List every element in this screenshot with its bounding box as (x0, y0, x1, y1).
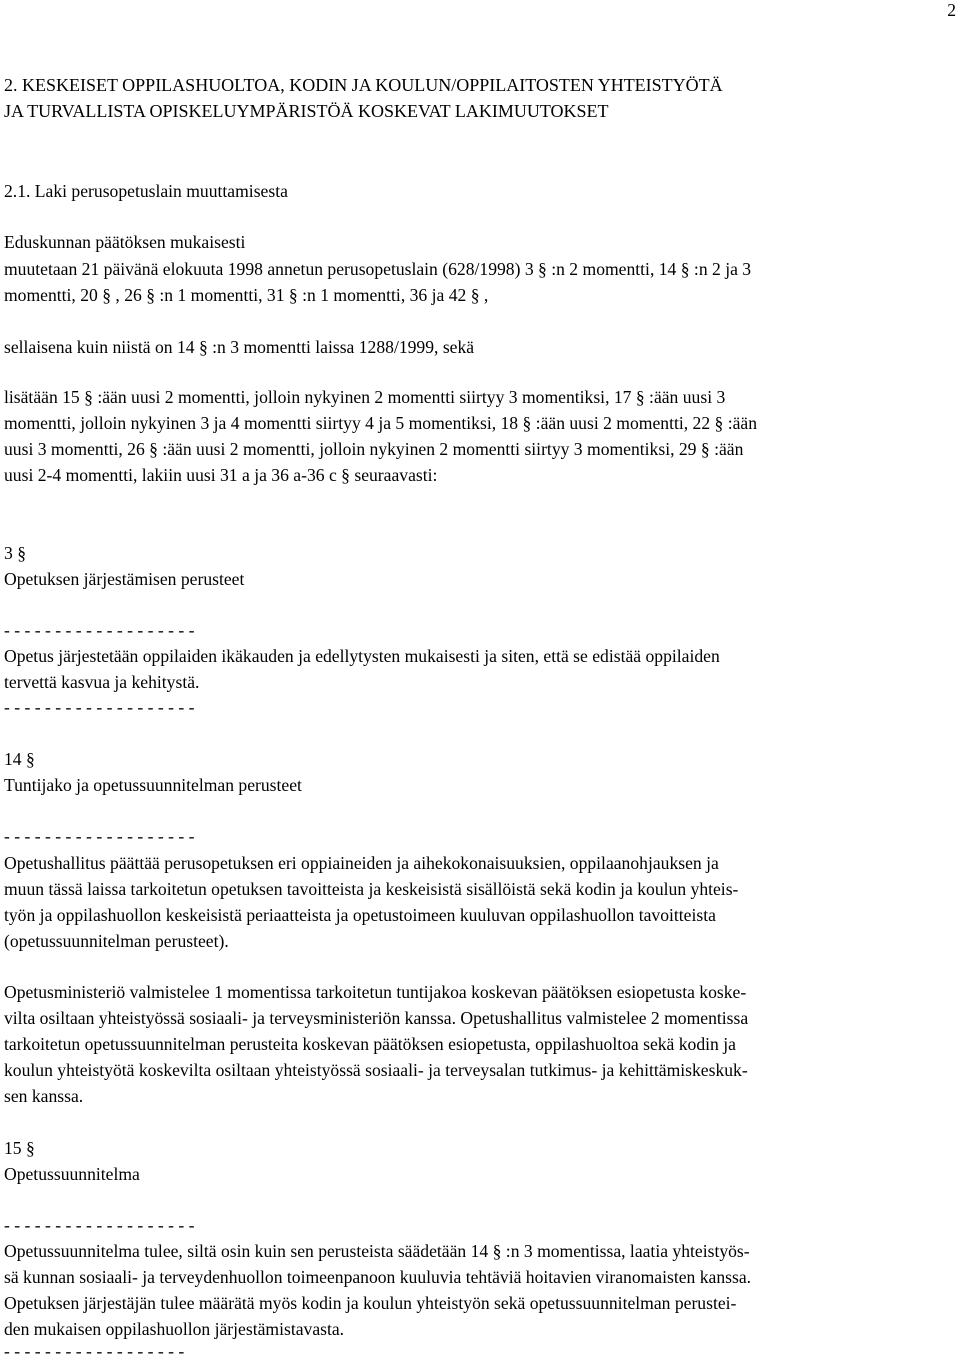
intro-line-7: uusi 3 momentti, 26 § :ään uusi 2 momentti, jolloin nykyinen 2 momentti siirtyy 3 momentiksi, 29 § :ään (4, 439, 744, 459)
section-15-line-2: sä kunnan sosiaali- ja terveydenhuollon toimeenpanoon kuuluvia tehtäviä hoitavien viranomaisten kanssa. (4, 1267, 752, 1287)
section-3-number: 3 § (4, 543, 26, 563)
page-number: 2 (947, 0, 956, 20)
section-15-line-3: Opetuksen järjestäjän tulee määrätä myös kodin ja koulun yhteistyön sekä opetussuunnitelman perustei- (4, 1293, 737, 1313)
intro-line-3: momentti, 20 § , 26 § :n 1 momentti, 31 § :n 1 momentti, 36 ja 42 § , (4, 285, 489, 305)
intro-line-8: uusi 2-4 momentti, lakiin uusi 31 a ja 36 a-36 c § seuraavasti: (4, 465, 438, 485)
section-14-title: Tuntijako ja opetussuunnitelman perusteet (4, 775, 302, 795)
heading-line-2: JA TURVALLISTA OPISKELUYMPÄRISTÖÄ KOSKEVAT LAKIMUUTOKSET (4, 101, 609, 121)
section-14-p2-line-3: tarkoitetun opetussuunnitelman perusteita koskevan päätöksen esiopetusta, oppilashuoltoa sekä kodin ja (4, 1034, 736, 1054)
section-15-dashes-2: - - - - - - - - - - - - - - - - - - (4, 1341, 185, 1361)
intro-line-1: Eduskunnan päätöksen mukaisesti (4, 232, 246, 252)
heading-line-1: 2. KESKEISET OPPILASHUOLTOA, KODIN JA KOULUN/OPPILAITOSTEN YHTEISTYÖTÄ (4, 75, 723, 95)
document-page (4, 0, 956, 1361)
section-14-p1-line-4: (opetussuunnitelman perusteet). (4, 931, 229, 951)
section-14-p1-line-1: Opetushallitus päättää perusopetuksen eri oppiaineiden ja aihekokonaisuuksien, oppilaanohjauksen ja (4, 853, 719, 873)
section-14-number: 14 § (4, 749, 35, 769)
section-14-p1-line-2: muun tässä laissa tarkoitetun opetuksen tavoitteista ja keskeisistä sisällöistä sekä kodin ja koulun yhteis- (4, 879, 739, 899)
section-3-dashes-2: - - - - - - - - - - - - - - - - - - - (4, 697, 195, 717)
section-14-p2-line-2: vilta osiltaan yhteistyössä sosiaali- ja terveysministeriön kanssa. Opetushallitus valmistelee 2 momentissa (4, 1008, 749, 1028)
intro-line-2: muutetaan 21 päivänä elokuuta 1998 annetun perusopetuslain (628/1998) 3 § :n 2 momentti, 14 § :n 2 ja 3 (4, 259, 752, 279)
intro-line-5: lisätään 15 § :ään uusi 2 momentti, jolloin nykyinen 2 momentti siirtyy 3 momentiksi, 17 § :ään uusi 3 (4, 387, 726, 407)
section-3-text-1: Opetus järjestetään oppilaiden ikäkauden ja edellytysten mukaisesti ja siten, että se edistää oppilaiden (4, 646, 720, 666)
section-15-line-4: den mukaisen oppilashuollon järjestämistavasta. (4, 1319, 345, 1339)
section-14-p2-line-4: koulun yhteistyötä koskevilta osiltaan yhteistyössä sosiaali- ja terveysalan tutkimus- ja kehittämiskeskuk- (4, 1060, 748, 1080)
section-14-p2-line-5: sen kanssa. (4, 1086, 84, 1106)
section-3-title: Opetuksen järjestämisen perusteet (4, 569, 245, 589)
intro-line-6: momentti, jolloin nykyinen 3 ja 4 momentti siirtyy 4 ja 5 momentiksi, 18 § :ään uusi 2 momentti, 22 § :ään (4, 413, 758, 433)
section-15-title: Opetussuunnitelma (4, 1164, 140, 1184)
section-3-dashes-1: - - - - - - - - - - - - - - - - - - - (4, 620, 195, 640)
section-14-dashes: - - - - - - - - - - - - - - - - - - - (4, 826, 195, 846)
section-15-dashes-1: - - - - - - - - - - - - - - - - - - - (4, 1215, 195, 1235)
section-3-text-2: tervettä kasvua ja kehitystä. (4, 672, 200, 692)
section-14-p2-line-1: Opetusministeriö valmistelee 1 momentissa tarkoitetun tuntijakoa koskevan päätöksen esiopetusta koske- (4, 982, 747, 1002)
section-14-p1-line-3: työn ja oppilashuollon keskeisistä periaatteista ja opetustoimeen kuuluvan oppilashuollon tavoitteista (4, 905, 716, 925)
section-15-line-1: Opetussuunnitelma tulee, siltä osin kuin sen perusteista säädetään 14 § :n 3 momentissa, laatia yhteistyös- (4, 1241, 750, 1261)
intro-line-4: sellaisena kuin niistä on 14 § :n 3 momentti laissa 1288/1999, sekä (4, 337, 475, 357)
subheading: 2.1. Laki perusopetuslain muuttamisesta (4, 181, 288, 201)
section-15-number: 15 § (4, 1138, 35, 1158)
